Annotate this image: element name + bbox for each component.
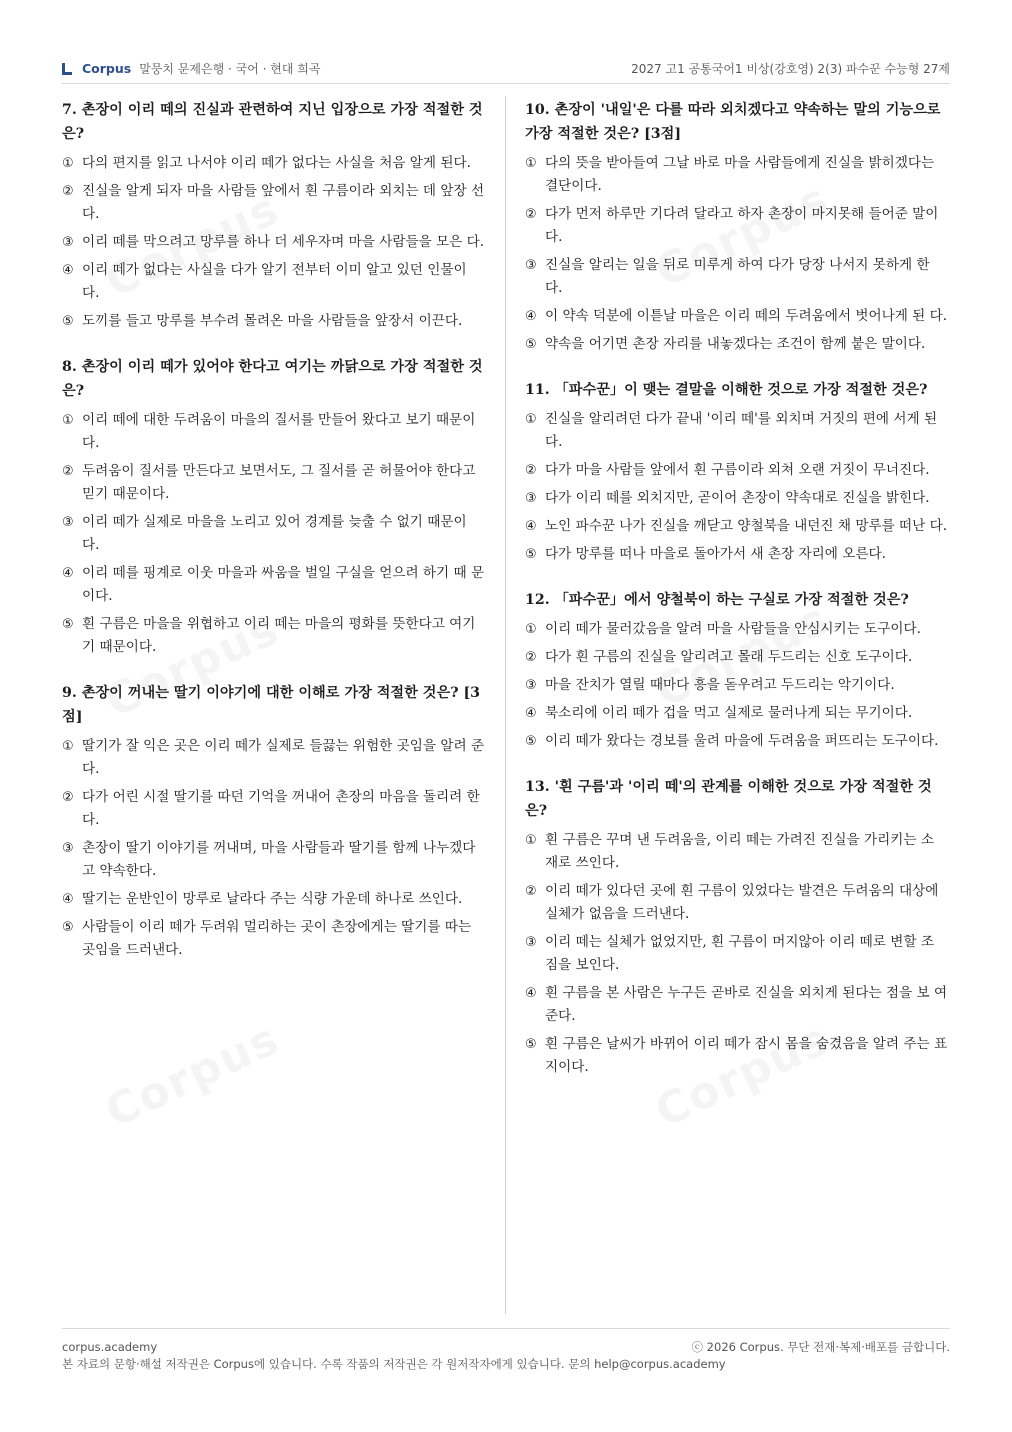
- question-9: [62, 681, 488, 962]
- answer-option[interactable]: [62, 562, 488, 608]
- footer-site-link[interactable]: corpus.academy: [62, 1340, 158, 1354]
- answer-option[interactable]: [525, 829, 951, 875]
- left-column: [62, 98, 488, 984]
- option-number: ④: [62, 892, 74, 907]
- option-text: 마을 잔치가 열릴 때마다 흥을 돋우려고 두드리는 악기이다.: [545, 677, 895, 693]
- answer-option[interactable]: [525, 459, 951, 482]
- question-13: [525, 775, 951, 1079]
- option-text: 북소리에 이리 떼가 겁을 먹고 실제로 물러나게 되는 무기이다.: [545, 705, 913, 721]
- question-stem: 9. 촌장이 꺼내는 딸기 이야기에 대한 이해로 가장 적절한 것은? [3점]: [62, 685, 481, 725]
- answer-option[interactable]: [62, 180, 488, 226]
- answer-option[interactable]: [62, 786, 488, 832]
- option-text: 다의 편지를 읽고 나서야 이리 떼가 없다는 사실을 처음 알게 된다.: [82, 155, 471, 171]
- option-number: ④: [525, 986, 537, 1001]
- option-text: 흰 구름을 본 사람은 누구든 곧바로 진실을 외치게 된다는 점을 보 여 준다.: [545, 985, 948, 1024]
- option-text: 진실을 알리는 일을 뒤로 미루게 하여 다가 당장 나서지 못하게 한 다.: [545, 257, 930, 296]
- answer-option[interactable]: [525, 254, 951, 300]
- option-number: ④: [62, 566, 74, 581]
- option-text: 흰 구름은 날씨가 바뀌어 이리 떼가 잠시 몸을 숨겼음을 알려 주는 표지이다.: [545, 1036, 948, 1075]
- option-text: 이리 떼에 대한 두려움이 마을의 질서를 만들어 왔다고 보기 때문이 다.: [82, 412, 476, 451]
- answer-option[interactable]: [525, 674, 951, 697]
- option-number: ②: [525, 463, 537, 478]
- option-text: 사람들이 이리 떼가 두려워 멀리하는 곳이 촌장에게는 딸기를 따는 곳임을 드러낸다.: [82, 919, 472, 958]
- option-number: ③: [525, 491, 537, 506]
- answer-option[interactable]: [525, 880, 951, 926]
- option-number: ③: [62, 841, 74, 856]
- option-number: ③: [525, 258, 537, 273]
- option-number: ③: [525, 935, 537, 950]
- answer-option[interactable]: [525, 730, 951, 753]
- option-number: ①: [62, 413, 74, 428]
- option-number: ②: [62, 790, 74, 805]
- answer-option[interactable]: [62, 837, 488, 883]
- option-text: 다가 마을 사람들 앞에서 흰 구름이라 외쳐 오랜 거짓이 무너진다.: [545, 462, 930, 478]
- question-stem: 10. 촌장이 '내일'은 다를 따라 외치겠다고 약속하는 말의 기능으로 가장 적절한 것은? [3점]: [525, 102, 941, 142]
- option-text: 두려움이 질서를 만든다고 보면서도, 그 질서를 곧 허물어야 한다고 믿기 때문이다.: [82, 463, 476, 502]
- answer-option[interactable]: [62, 259, 488, 305]
- option-number: ②: [62, 184, 74, 199]
- header-subtitle: 말뭉치 문제은행 · 국어 · 현대 희곡: [139, 62, 321, 76]
- question-7: [62, 98, 488, 333]
- answer-option[interactable]: [525, 646, 951, 669]
- option-number: ②: [62, 464, 74, 479]
- answer-option[interactable]: [525, 702, 951, 725]
- option-text: 진실을 알리려던 다가 끝내 '이리 떼'를 외치며 거짓의 편에 서게 된 다.: [545, 411, 938, 450]
- option-text: 이리 떼는 실체가 없었지만, 흰 구름이 머지않아 이리 떼로 변할 조 짐을 보인다.: [545, 934, 934, 973]
- option-number: ③: [525, 678, 537, 693]
- question-12: [525, 588, 951, 753]
- answer-option[interactable]: [525, 931, 951, 977]
- option-text: 이 약속 덕분에 이튿날 마을은 이리 떼의 두려움에서 벗어나게 된 다.: [545, 308, 948, 324]
- option-text: 이리 떼가 왔다는 경보를 울려 마을에 두려움을 퍼뜨리는 도구이다.: [545, 733, 939, 749]
- option-number: ③: [62, 515, 74, 530]
- answer-option[interactable]: [62, 460, 488, 506]
- option-text: 흰 구름은 꾸며 낸 두려움을, 이리 떼는 가려진 진실을 가리키는 소 재로 쓰인다.: [545, 832, 934, 871]
- question-stem: 7. 촌장이 이리 떼의 진실과 관련하여 지닌 입장으로 가장 적절한 것은?: [62, 102, 483, 142]
- option-number: ②: [525, 650, 537, 665]
- option-number: ④: [525, 519, 537, 534]
- option-number: ④: [62, 263, 74, 278]
- brand-name: Corpus: [82, 61, 132, 76]
- option-text: 이리 떼가 없다는 사실을 다가 알기 전부터 이미 알고 있던 인물이 다.: [82, 262, 467, 301]
- answer-option[interactable]: [525, 487, 951, 510]
- watermark: [98, 1013, 287, 1138]
- answer-option[interactable]: [525, 203, 951, 249]
- option-text: 이리 떼를 핑계로 이웃 마을과 싸움을 벌일 구실을 얻으려 하기 때 문이다.: [82, 565, 485, 604]
- logo: [62, 60, 320, 77]
- option-number: ④: [525, 706, 537, 721]
- answer-option[interactable]: [525, 543, 951, 566]
- answer-option[interactable]: [525, 305, 951, 328]
- option-number: ⑤: [525, 1037, 537, 1052]
- answer-option[interactable]: [525, 333, 951, 356]
- answer-option[interactable]: [62, 613, 488, 659]
- option-text: 노인 파수꾼 나가 진실을 깨닫고 양철북을 내던진 채 망루를 떠난 다.: [545, 518, 948, 534]
- page-header: [62, 58, 950, 84]
- option-text: 다의 뜻을 받아들여 그날 바로 마을 사람들에게 진실을 밝히겠다는 결단이다.: [545, 155, 935, 194]
- header-exam-title: 2027 고1 공통국어1 비상(강호영) 2(3) 파수꾼 수능형 27제: [631, 62, 950, 76]
- option-number: ②: [525, 207, 537, 222]
- answer-option[interactable]: [62, 152, 488, 175]
- footer-notice: 본 자료의 문항·해설 저작권은 Corpus에 있습니다. 수록 작품의 저작권은 각 원저작자에게 있습니다. 문의 help@corpus.academy: [62, 1357, 726, 1371]
- footer-copyright: ⓒ 2026 Corpus. 무단 전재·복제·배포를 금합니다.: [691, 1340, 950, 1354]
- option-number: ⑤: [525, 337, 537, 352]
- option-text: 다가 먼저 하루만 기다려 달라고 하자 촌장이 마지못해 들어준 말이 다.: [545, 206, 939, 245]
- option-number: ①: [525, 156, 537, 171]
- option-number: ⑤: [525, 547, 537, 562]
- option-text: 이리 떼를 막으려고 망루를 하나 더 세우자며 마을 사람들을 모은 다.: [82, 234, 485, 250]
- answer-option[interactable]: [525, 408, 951, 454]
- option-number: ⑤: [525, 734, 537, 749]
- option-text: 촌장이 딸기 이야기를 꺼내며, 마을 사람들과 딸기를 함께 나누겠다 고 약속한다.: [82, 840, 476, 879]
- option-text: 다가 이리 떼를 외치지만, 곧이어 촌장이 약속대로 진실을 밝힌다.: [545, 490, 930, 506]
- corpus-logo-icon: [62, 63, 72, 75]
- answer-option[interactable]: [62, 409, 488, 455]
- option-number: ⑤: [62, 617, 74, 632]
- page-footer: [62, 1328, 950, 1373]
- option-text: 다가 망루를 떠나 마을로 돌아가서 새 촌장 자리에 오른다.: [545, 546, 886, 562]
- option-number: ①: [525, 412, 537, 427]
- answer-option[interactable]: [62, 231, 488, 254]
- option-text: 이리 떼가 실제로 마을을 노리고 있어 경계를 늦출 수 없기 때문이 다.: [82, 514, 467, 553]
- option-text: 진실을 알게 되자 마을 사람들 앞에서 흰 구름이라 외치는 데 앞장 선다.: [82, 183, 485, 222]
- answer-option[interactable]: [62, 735, 488, 781]
- option-text: 이리 떼가 물러갔음을 알려 마을 사람들을 안심시키는 도구이다.: [545, 621, 921, 637]
- question-stem: 13. '흰 구름'과 '이리 떼'의 관계를 이해한 것으로 가장 적절한 것은?: [525, 779, 932, 819]
- option-text: 도끼를 들고 망루를 부수려 몰려온 마을 사람들을 앞장서 이끈다.: [82, 313, 463, 329]
- answer-option[interactable]: [62, 310, 488, 333]
- answer-option[interactable]: [525, 152, 951, 198]
- option-text: 흰 구름은 마을을 위협하고 이리 떼는 마을의 평화를 뜻한다고 여기 기 때문이다.: [82, 616, 476, 655]
- option-number: ⑤: [62, 314, 74, 329]
- answer-option[interactable]: [525, 618, 951, 641]
- answer-option[interactable]: [525, 1033, 951, 1079]
- option-number: ①: [525, 622, 537, 637]
- question-11: [525, 378, 951, 566]
- column-divider: [505, 96, 506, 1314]
- option-number: ⑤: [62, 920, 74, 935]
- answer-option[interactable]: [525, 982, 951, 1028]
- option-number: ①: [62, 739, 74, 754]
- option-text: 이리 떼가 있다던 곳에 흰 구름이 있었다는 발견은 두려움의 대상에 실체가 없음을 드러낸다.: [545, 883, 939, 922]
- right-column: [525, 98, 951, 1101]
- answer-option[interactable]: [525, 515, 951, 538]
- option-number: ④: [525, 309, 537, 324]
- option-text: 딸기는 운반인이 망루로 날라다 주는 식량 가운데 하나로 쓰인다.: [82, 891, 463, 907]
- question-10: [525, 98, 951, 356]
- option-text: 딸기가 잘 익은 곳은 이리 떼가 실제로 들끓는 위험한 곳임을 알려 준다.: [82, 738, 485, 777]
- answer-option[interactable]: [62, 511, 488, 557]
- answer-option[interactable]: [62, 916, 488, 962]
- option-number: ③: [62, 235, 74, 250]
- question-stem: 11. 「파수꾼」이 맺는 결말을 이해한 것으로 가장 적절한 것은?: [525, 382, 928, 398]
- option-text: 약속을 어기면 촌장 자리를 내놓겠다는 조건이 함께 붙은 말이다.: [545, 336, 926, 352]
- question-8: [62, 355, 488, 659]
- option-text: 다가 어린 시절 딸기를 따던 기억을 꺼내어 촌장의 마음을 돌리려 한다.: [82, 789, 480, 828]
- question-stem: 8. 촌장이 이리 떼가 있어야 한다고 여기는 까닭으로 가장 적절한 것은?: [62, 359, 483, 399]
- answer-option[interactable]: [62, 888, 488, 911]
- option-number: ②: [525, 884, 537, 899]
- option-number: ①: [525, 833, 537, 848]
- option-text: 다가 흰 구름의 진실을 알리려고 몰래 두드리는 신호 도구이다.: [545, 649, 913, 665]
- option-number: ①: [62, 156, 74, 171]
- question-stem: 12. 「파수꾼」에서 양철북이 하는 구실로 가장 적절한 것은?: [525, 592, 909, 608]
